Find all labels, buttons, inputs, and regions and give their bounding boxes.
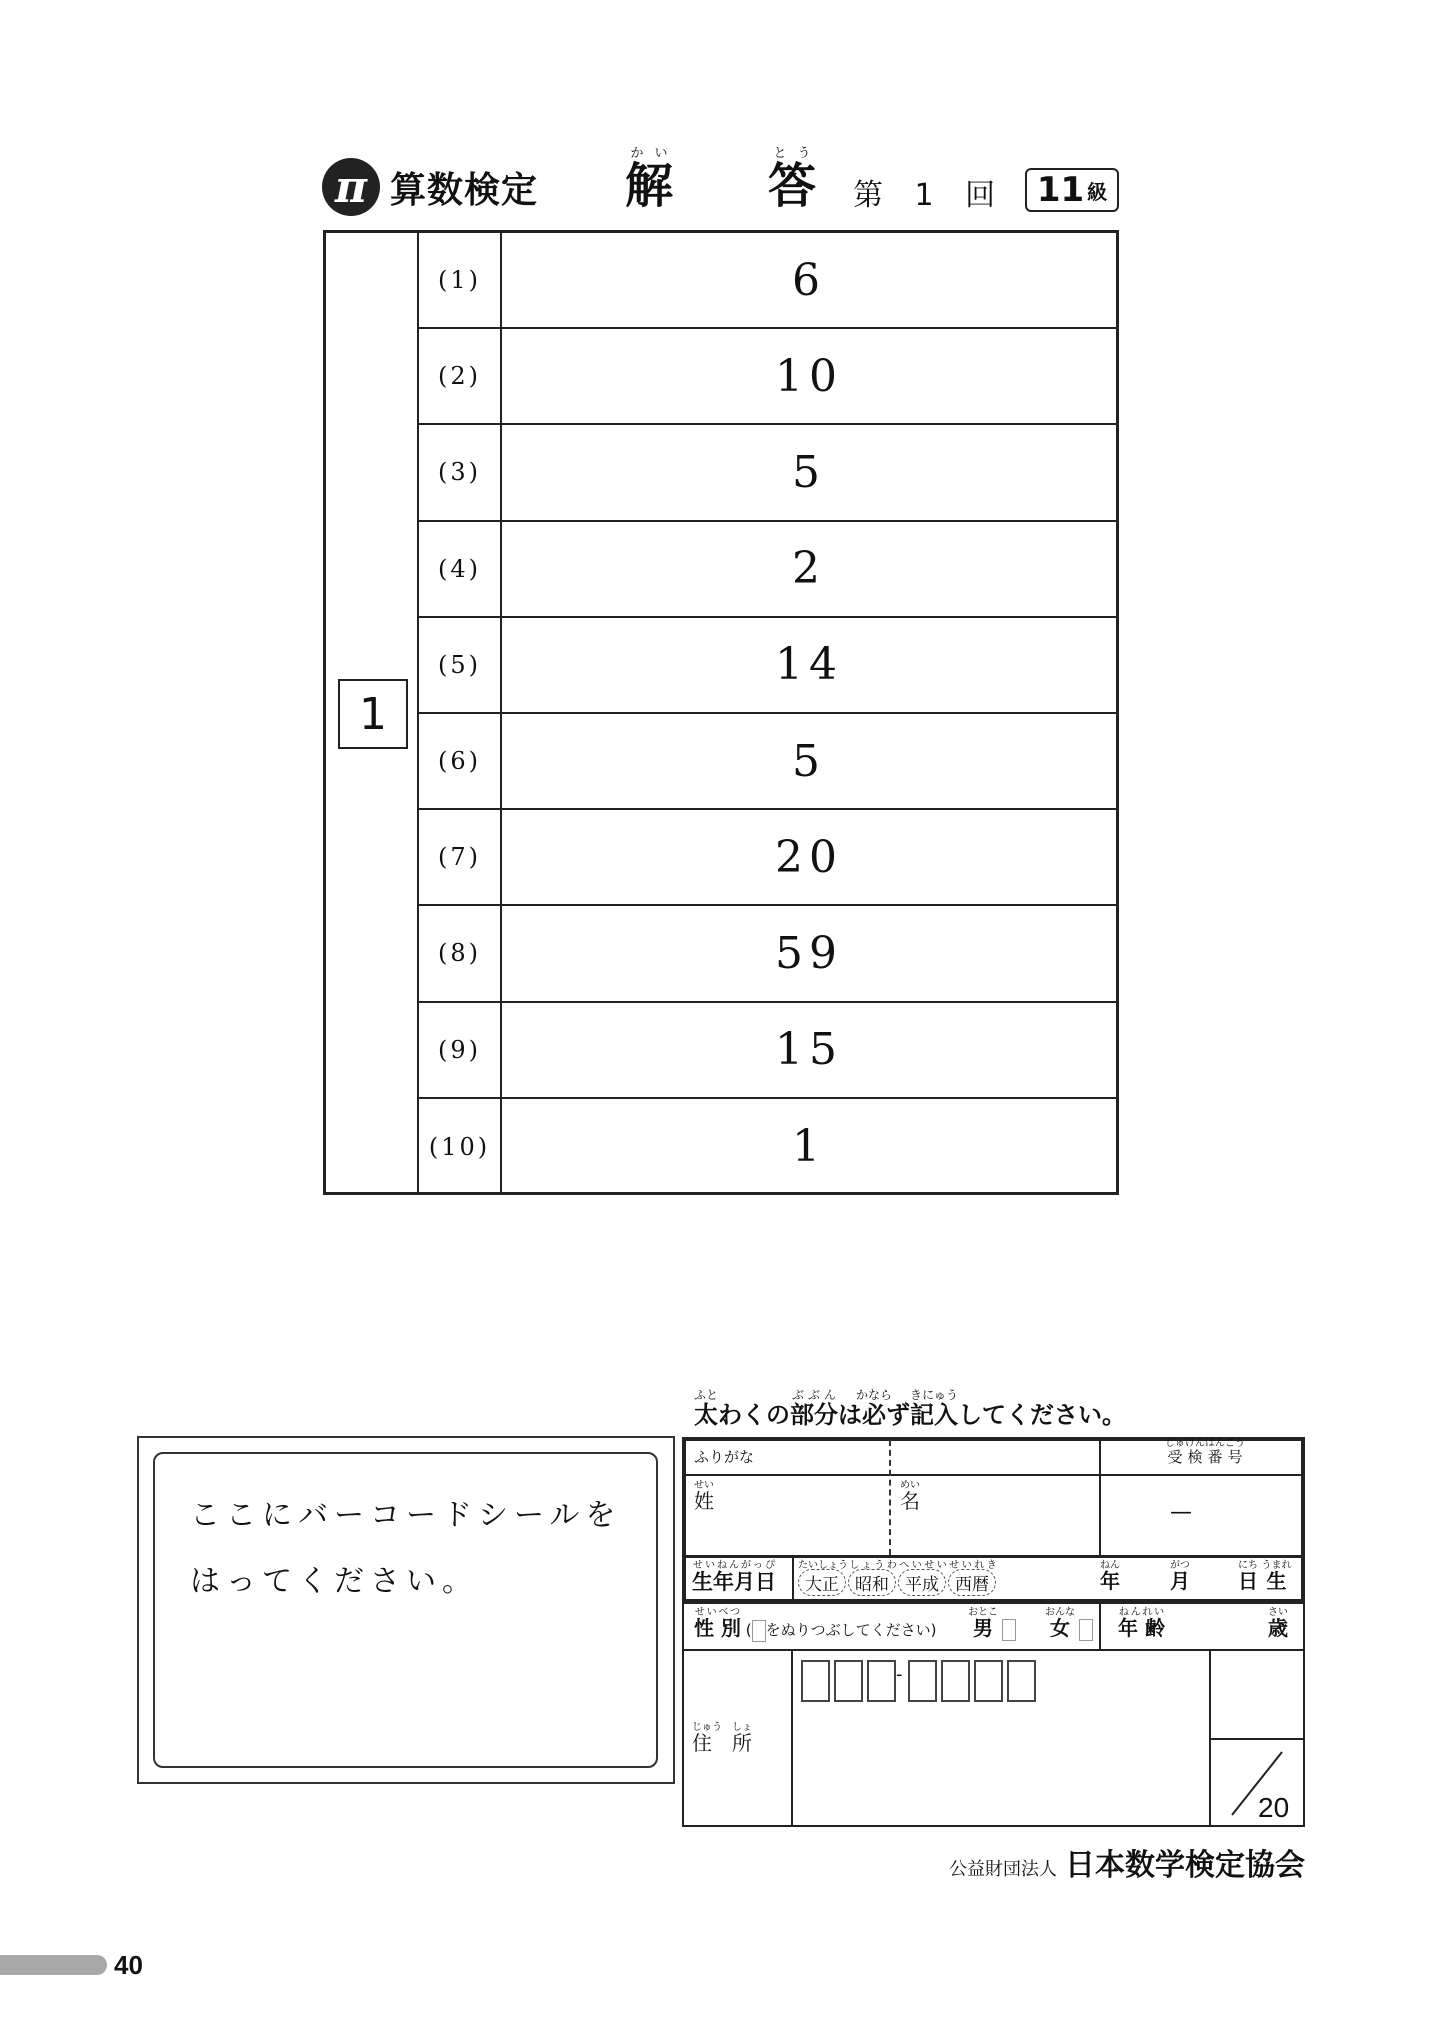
birthdate-label: 生年月日せいねんがっぴ (692, 1560, 776, 1594)
year-label: 年ねん (1100, 1560, 1120, 1593)
age-unit: 歳さい (1268, 1607, 1288, 1640)
zip-digit-box[interactable] (867, 1660, 896, 1702)
page-bar (0, 1955, 107, 1975)
answer-row (419, 329, 1116, 425)
question-number: (6) (419, 714, 502, 808)
era-options (798, 1560, 998, 1596)
zip-digit-box[interactable] (801, 1660, 830, 1702)
zip-dash: - (896, 1664, 903, 1685)
round-label: 第 1 回 (853, 178, 996, 213)
question-number: (3) (419, 425, 502, 519)
day-label: 日にち 生うまれ (1238, 1560, 1292, 1593)
question-number: (8) (419, 906, 502, 1000)
furigana-label: ふりがな (694, 1448, 755, 1466)
title-tou: 答とう (768, 146, 817, 214)
given-name-label: 名めい (900, 1480, 920, 1513)
barcode-text-1: ここにバーコードシールを (190, 1498, 622, 1533)
answer-row (419, 618, 1116, 714)
answer-value: 10 (775, 350, 843, 402)
barcode-text-2: はってください。 (190, 1564, 478, 1599)
question-number: (5) (419, 618, 502, 712)
answer-value: 59 (775, 927, 843, 979)
address-label: 住 所じゅう しょ (692, 1722, 752, 1755)
female-checkbox[interactable] (1079, 1619, 1093, 1641)
instruction: 太ふとわくの部分ぶぶんは必かならず記入きにゅうしてください。 (694, 1388, 1126, 1429)
zip-digit-box[interactable] (834, 1660, 863, 1702)
answer-row (419, 1003, 1116, 1099)
title-kai: 解かい (625, 146, 674, 214)
answer-row (419, 810, 1116, 906)
age-label: 年 齢ねんれい (1118, 1607, 1165, 1640)
answer-row (419, 522, 1116, 618)
exam-number-label: 受検番号じゅけんばんごう (1165, 1438, 1245, 1466)
section-column (326, 233, 419, 1192)
zip-digit-box[interactable] (1007, 1660, 1036, 1702)
answer-value: 15 (775, 1024, 843, 1076)
page-number: 40 (114, 1950, 143, 1980)
answer-value: 20 (775, 831, 843, 883)
era-option[interactable]: 平成へいせい (898, 1560, 948, 1595)
answer-table (323, 230, 1119, 1195)
answer-row (419, 233, 1116, 329)
era-option[interactable]: 西暦せいれき (948, 1560, 998, 1595)
answer-row (419, 906, 1116, 1002)
question-number: (10) (419, 1099, 502, 1195)
pi-logo-icon: π (322, 158, 380, 216)
score-total: 20 (1258, 1792, 1290, 1823)
zip-digit-box[interactable] (908, 1660, 937, 1702)
logo-text: 算数検定 (390, 169, 539, 211)
question-number: (2) (419, 329, 502, 423)
question-number: (1) (419, 233, 502, 327)
section-number: 1 (338, 679, 408, 749)
gender-male[interactable]: 男おとこ (968, 1607, 1016, 1641)
question-number: (4) (419, 522, 502, 616)
surname-label: 姓せい (694, 1480, 714, 1513)
grade-badge: 11 級 (1025, 168, 1119, 212)
era-option[interactable]: 大正たいしょう (798, 1560, 848, 1595)
question-number: (7) (419, 810, 502, 904)
month-label: 月がつ (1170, 1560, 1190, 1593)
gender-female[interactable]: 女おんな (1045, 1607, 1093, 1641)
answer-value: 5 (792, 735, 826, 787)
answer-value: 2 (792, 543, 826, 595)
answer-value: 5 (792, 446, 826, 498)
answer-value: 14 (775, 639, 843, 691)
answer-row (419, 714, 1116, 810)
male-checkbox[interactable] (1002, 1619, 1016, 1641)
surname-input[interactable] (1100, 1476, 1305, 1556)
address-input[interactable] (793, 1710, 1209, 1826)
question-number: (9) (419, 1003, 502, 1097)
zip-digit-box[interactable] (941, 1660, 970, 1702)
answer-row (419, 425, 1116, 521)
logo (322, 157, 538, 217)
zip-digit-box[interactable] (974, 1660, 1003, 1702)
exam-number-dash: — (1170, 1500, 1192, 1525)
answer-row (419, 1099, 1116, 1195)
answer-value: 6 (792, 254, 826, 306)
answer-value: 1 (792, 1121, 826, 1173)
gender-label: 性 別せいべつ ( をぬりつぶしてください) (694, 1607, 937, 1640)
footer-org: 公益財団法人 日本数学検定協会 (949, 1848, 1305, 1883)
era-option[interactable]: 昭和しょうわ (848, 1560, 898, 1595)
